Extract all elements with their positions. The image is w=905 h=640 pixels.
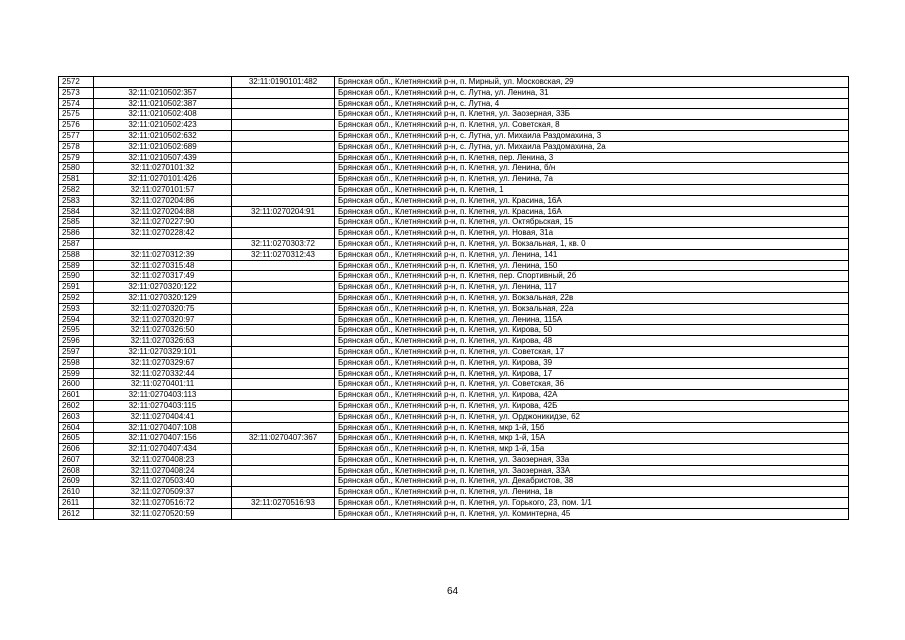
cadastral-number-building-cell: 32:11:0190101:482: [232, 77, 335, 88]
registry-table: [58, 76, 849, 520]
table-row: [59, 141, 849, 152]
cadastral-number-building-cell: [232, 174, 335, 185]
address-cell: Брянская обл., Клетнянский р-н, п. Клетня, ул. Кирова, 17: [335, 368, 849, 379]
cadastral-number-building-cell: [232, 141, 335, 152]
row-number: 2584: [59, 206, 94, 217]
table-row: [59, 444, 849, 455]
row-number: 2594: [59, 314, 94, 325]
table-row: [59, 152, 849, 163]
table-row: [59, 476, 849, 487]
cadastral-number-cell: 32:11:0210502:632: [94, 130, 232, 141]
cadastral-number-cell: 32:11:0270204:86: [94, 195, 232, 206]
row-number: 2596: [59, 336, 94, 347]
address-cell: Брянская обл., Клетнянский р-н, п. Клетня, 1: [335, 184, 849, 195]
cadastral-number-building-cell: 32:11:0270407:367: [232, 433, 335, 444]
address-cell: Брянская обл., Клетнянский р-н, п. Клетня, ул. Заозерная, 33А: [335, 465, 849, 476]
cadastral-number-building-cell: [232, 260, 335, 271]
table-row: [59, 487, 849, 498]
table-row: [59, 336, 849, 347]
address-cell: Брянская обл., Клетнянский р-н, п. Клетня, ул. Кирова, 39: [335, 357, 849, 368]
cadastral-number-cell: 32:11:0270408:23: [94, 454, 232, 465]
cadastral-number-building-cell: [232, 411, 335, 422]
row-number: 2598: [59, 357, 94, 368]
cadastral-number-building-cell: 32:11:0270516:93: [232, 498, 335, 509]
cadastral-number-building-cell: [232, 487, 335, 498]
table-row: [59, 98, 849, 109]
cadastral-number-cell: 32:11:0270101:426: [94, 174, 232, 185]
address-cell: Брянская обл., Клетнянский р-н, п. Клетня, мкр 1-й, 15а: [335, 444, 849, 455]
row-number: 2597: [59, 346, 94, 357]
address-cell: Брянская обл., Клетнянский р-н, п. Клетня, ул. Декабристов, 38: [335, 476, 849, 487]
cadastral-number-building-cell: [232, 422, 335, 433]
row-number: 2591: [59, 282, 94, 293]
cadastral-number-cell: 32:11:0270227:90: [94, 217, 232, 228]
address-cell: Брянская обл., Клетнянский р-н, п. Клетня, ул. Горького, 23, пом. 1/1: [335, 498, 849, 509]
table-row: [59, 163, 849, 174]
row-number: 2607: [59, 454, 94, 465]
cadastral-number-cell: 32:11:0270320:75: [94, 303, 232, 314]
row-number: 2577: [59, 130, 94, 141]
table-row: [59, 282, 849, 293]
row-number: 2602: [59, 400, 94, 411]
cadastral-number-building-cell: [232, 292, 335, 303]
address-cell: Брянская обл., Клетнянский р-н, с. Лутна, ул. Ленина, 31: [335, 87, 849, 98]
cadastral-number-cell: 32:11:0210502:387: [94, 98, 232, 109]
table-row: [59, 174, 849, 185]
address-cell: Брянская обл., Клетнянский р-н, п. Клетня, мкр 1-й, 15б: [335, 422, 849, 433]
row-number: 2611: [59, 498, 94, 509]
address-cell: Брянская обл., Клетнянский р-н, п. Клетня, ул. Ленина, 117: [335, 282, 849, 293]
address-cell: Брянская обл., Клетнянский р-н, п. Клетня, ул. Новая, 31а: [335, 228, 849, 239]
cadastral-number-building-cell: [232, 357, 335, 368]
row-number: 2599: [59, 368, 94, 379]
address-cell: Брянская обл., Клетнянский р-н, с. Лутна, 4: [335, 98, 849, 109]
row-number: 2608: [59, 465, 94, 476]
table-row: [59, 130, 849, 141]
cadastral-number-cell: 32:11:0270228:42: [94, 228, 232, 239]
address-cell: Брянская обл., Клетнянский р-н, п. Клетня, пер. Спортивный, 2б: [335, 271, 849, 282]
table-row: [59, 87, 849, 98]
cadastral-number-cell: 32:11:0270329:101: [94, 346, 232, 357]
row-number: 2603: [59, 411, 94, 422]
row-number: 2612: [59, 508, 94, 519]
cadastral-number-building-cell: [232, 325, 335, 336]
cadastral-number-building-cell: [232, 303, 335, 314]
address-cell: Брянская обл., Клетнянский р-н, п. Клетня, ул. Красина, 16А: [335, 206, 849, 217]
cadastral-number-cell: 32:11:0270320:97: [94, 314, 232, 325]
cadastral-number-cell: 32:11:0270403:113: [94, 390, 232, 401]
row-number: 2600: [59, 379, 94, 390]
cadastral-number-building-cell: [232, 130, 335, 141]
address-cell: Брянская обл., Клетнянский р-н, п. Клетня, ул. Ленина, 1в: [335, 487, 849, 498]
cadastral-number-building-cell: [232, 379, 335, 390]
row-number: 2593: [59, 303, 94, 314]
address-cell: Брянская обл., Клетнянский р-н, п. Клетня, ул. Октябрьская, 15: [335, 217, 849, 228]
table-row: [59, 77, 849, 88]
page-number: 64: [446, 586, 459, 597]
table-row: [59, 346, 849, 357]
table-row: [59, 271, 849, 282]
cadastral-number-building-cell: [232, 87, 335, 98]
cadastral-number-cell: 32:11:0270101:32: [94, 163, 232, 174]
cadastral-number-building-cell: [232, 282, 335, 293]
cadastral-number-building-cell: [232, 184, 335, 195]
cadastral-number-cell: 32:11:0210502:689: [94, 141, 232, 152]
cadastral-number-cell: 32:11:0270312:39: [94, 249, 232, 260]
cadastral-number-building-cell: [232, 109, 335, 120]
row-number: 2601: [59, 390, 94, 401]
address-cell: Брянская обл., Клетнянский р-н, п. Клетня, ул. Красина, 16А: [335, 195, 849, 206]
address-cell: Брянская обл., Клетнянский р-н, п. Клетня, ул. Ленина, 150: [335, 260, 849, 271]
row-number: 2606: [59, 444, 94, 455]
row-number: 2588: [59, 249, 94, 260]
row-number: 2587: [59, 238, 94, 249]
row-number: 2573: [59, 87, 94, 98]
cadastral-number-building-cell: [232, 163, 335, 174]
table-row: [59, 228, 849, 239]
cadastral-number-building-cell: [232, 314, 335, 325]
cadastral-number-building-cell: [232, 228, 335, 239]
address-cell: Брянская обл., Клетнянский р-н, п. Клетня, ул. Ленина, б/н: [335, 163, 849, 174]
cadastral-number-cell: 32:11:0270408:24: [94, 465, 232, 476]
table-row: [59, 400, 849, 411]
table-row: [59, 454, 849, 465]
table-row: [59, 422, 849, 433]
table-row: [59, 357, 849, 368]
cadastral-number-cell: 32:11:0270520:59: [94, 508, 232, 519]
address-cell: Брянская обл., Клетнянский р-н, п. Клетня, ул. Ленина, 141: [335, 249, 849, 260]
cadastral-number-cell: 32:11:0270332:44: [94, 368, 232, 379]
cadastral-number-cell: 32:11:0210502:423: [94, 120, 232, 131]
row-number: 2609: [59, 476, 94, 487]
cadastral-number-cell: 32:11:0210502:357: [94, 87, 232, 98]
cadastral-number-building-cell: [232, 400, 335, 411]
cadastral-number-building-cell: [232, 508, 335, 519]
row-number: 2590: [59, 271, 94, 282]
address-cell: Брянская обл., Клетнянский р-н, п. Клетня, мкр 1-й, 15А: [335, 433, 849, 444]
cadastral-number-building-cell: [232, 476, 335, 487]
table-row: [59, 120, 849, 131]
row-number: 2575: [59, 109, 94, 120]
cadastral-number-cell: 32:11:0270326:63: [94, 336, 232, 347]
cadastral-number-building-cell: [232, 368, 335, 379]
row-number: 2576: [59, 120, 94, 131]
table-row: [59, 314, 849, 325]
cadastral-number-cell: 32:11:0270317:49: [94, 271, 232, 282]
row-number: 2604: [59, 422, 94, 433]
cadastral-number-cell: 32:11:0210507:439: [94, 152, 232, 163]
cadastral-number-cell: 32:11:0270315:48: [94, 260, 232, 271]
row-number: 2581: [59, 174, 94, 185]
cadastral-number-building-cell: 32:11:0270204:91: [232, 206, 335, 217]
row-number: 2592: [59, 292, 94, 303]
table-row: [59, 390, 849, 401]
cadastral-number-cell: 32:11:0270101:57: [94, 184, 232, 195]
cadastral-number-building-cell: [232, 120, 335, 131]
address-cell: Брянская обл., Клетнянский р-н, с. Лутна, ул. Михаила Раздомахина, 3: [335, 130, 849, 141]
address-cell: Брянская обл., Клетнянский р-н, п. Клетня, пер. Ленина, 3: [335, 152, 849, 163]
row-number: 2589: [59, 260, 94, 271]
table-row: [59, 249, 849, 260]
cadastral-number-building-cell: [232, 271, 335, 282]
address-cell: Брянская обл., Клетнянский р-н, п. Клетня, ул. Заозерная, 33а: [335, 454, 849, 465]
table-row: [59, 411, 849, 422]
table-row: [59, 292, 849, 303]
cadastral-number-building-cell: [232, 217, 335, 228]
cadastral-number-building-cell: 32:11:0270312:43: [232, 249, 335, 260]
cadastral-number-cell: 32:11:0270320:129: [94, 292, 232, 303]
row-number: 2585: [59, 217, 94, 228]
address-cell: Брянская обл., Клетнянский р-н, п. Клетня, ул. Ленина, 7а: [335, 174, 849, 185]
cadastral-number-building-cell: [232, 195, 335, 206]
row-number: 2572: [59, 77, 94, 88]
address-cell: Брянская обл., Клетнянский р-н, п. Клетня, ул. Советская, 8: [335, 120, 849, 131]
address-cell: Брянская обл., Клетнянский р-н, п. Клетня, ул. Кирова, 42Б: [335, 400, 849, 411]
cadastral-number-cell: 32:11:0270516:72: [94, 498, 232, 509]
address-cell: Брянская обл., Клетнянский р-н, п. Клетня, ул. Советская, 17: [335, 346, 849, 357]
cadastral-number-cell: 32:11:0270401:11: [94, 379, 232, 390]
cadastral-number-cell: 32:11:0270503:40: [94, 476, 232, 487]
cadastral-number-cell: [94, 77, 232, 88]
table-row: [59, 498, 849, 509]
cadastral-number-building-cell: 32:11:0270303:72: [232, 238, 335, 249]
table-row: [59, 217, 849, 228]
cadastral-number-building-cell: [232, 98, 335, 109]
cadastral-number-cell: 32:11:0270509:37: [94, 487, 232, 498]
table-row: [59, 260, 849, 271]
cadastral-number-cell: 32:11:0270204:88: [94, 206, 232, 217]
cadastral-number-building-cell: [232, 390, 335, 401]
address-cell: Брянская обл., Клетнянский р-н, п. Клетня, ул. Вокзальная, 22в: [335, 292, 849, 303]
cadastral-number-building-cell: [232, 152, 335, 163]
cadastral-number-cell: 32:11:0270320:122: [94, 282, 232, 293]
table-row: [59, 433, 849, 444]
table-row: [59, 325, 849, 336]
cadastral-number-cell: 32:11:0270403:115: [94, 400, 232, 411]
address-cell: Брянская обл., Клетнянский р-н, п. Клетня, ул. Вокзальная, 22а: [335, 303, 849, 314]
cadastral-number-cell: 32:11:0210502:408: [94, 109, 232, 120]
cadastral-number-cell: 32:11:0270407:108: [94, 422, 232, 433]
cadastral-number-cell: [94, 238, 232, 249]
cadastral-number-building-cell: [232, 465, 335, 476]
address-cell: Брянская обл., Клетнянский р-н, п. Клетня, ул. Кирова, 48: [335, 336, 849, 347]
table-row: [59, 184, 849, 195]
address-cell: Брянская обл., Клетнянский р-н, п. Клетня, ул. Коминтерна, 45: [335, 508, 849, 519]
cadastral-number-cell: 32:11:0270407:156: [94, 433, 232, 444]
table-row: [59, 379, 849, 390]
table-row: [59, 368, 849, 379]
row-number: 2580: [59, 163, 94, 174]
address-cell: Брянская обл., Клетнянский р-н, п. Клетня, ул. Ленина, 115А: [335, 314, 849, 325]
registry-table-body: [59, 77, 849, 520]
row-number: 2578: [59, 141, 94, 152]
table-row: [59, 303, 849, 314]
cadastral-number-cell: 32:11:0270329:67: [94, 357, 232, 368]
address-cell: Брянская обл., Клетнянский р-н, п. Мирный, ул. Московская, 29: [335, 77, 849, 88]
cadastral-number-building-cell: [232, 454, 335, 465]
table-row: [59, 508, 849, 519]
address-cell: Брянская обл., Клетнянский р-н, п. Клетня, ул. Кирова, 50: [335, 325, 849, 336]
address-cell: Брянская обл., Клетнянский р-н, п. Клетня, ул. Вокзальная, 1, кв. 0: [335, 238, 849, 249]
row-number: 2583: [59, 195, 94, 206]
table-row: [59, 195, 849, 206]
cadastral-number-building-cell: [232, 444, 335, 455]
row-number: 2579: [59, 152, 94, 163]
table-row: [59, 109, 849, 120]
table-row: [59, 206, 849, 217]
address-cell: Брянская обл., Клетнянский р-н, п. Клетня, ул. Заозерная, 33Б: [335, 109, 849, 120]
row-number: 2605: [59, 433, 94, 444]
cadastral-number-cell: 32:11:0270326:50: [94, 325, 232, 336]
row-number: 2586: [59, 228, 94, 239]
cadastral-number-building-cell: [232, 346, 335, 357]
address-cell: Брянская обл., Клетнянский р-н, п. Клетня, ул. Кирова, 42А: [335, 390, 849, 401]
row-number: 2574: [59, 98, 94, 109]
address-cell: Брянская обл., Клетнянский р-н, п. Клетня, ул. Орджоникидзе, 62: [335, 411, 849, 422]
table-row: [59, 465, 849, 476]
address-cell: Брянская обл., Клетнянский р-н, с. Лутна, ул. Михаила Раздомахина, 2а: [335, 141, 849, 152]
row-number: 2582: [59, 184, 94, 195]
cadastral-number-cell: 32:11:0270404:41: [94, 411, 232, 422]
table-row: [59, 238, 849, 249]
cadastral-number-cell: 32:11:0270407:434: [94, 444, 232, 455]
row-number: 2610: [59, 487, 94, 498]
address-cell: Брянская обл., Клетнянский р-н, п. Клетня, ул. Советская, 36: [335, 379, 849, 390]
row-number: 2595: [59, 325, 94, 336]
cadastral-number-building-cell: [232, 336, 335, 347]
